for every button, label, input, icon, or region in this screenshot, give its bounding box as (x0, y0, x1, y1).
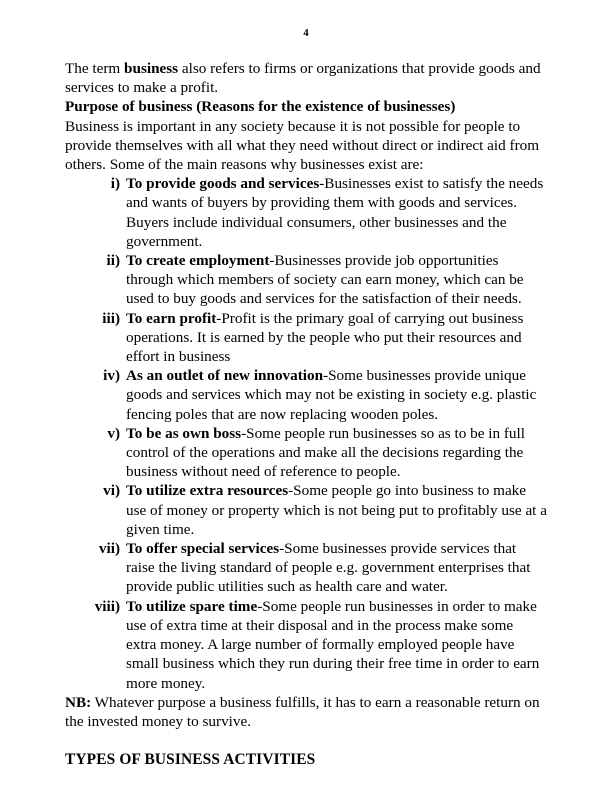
list-item-body (126, 481, 547, 539)
list-item-body (126, 424, 547, 482)
page-number: 4 (303, 28, 309, 39)
list-item-title: To utilize extra resources (126, 482, 289, 500)
list-item-title: To earn profit (126, 309, 217, 327)
list-marker: iv) (103, 367, 120, 385)
list-item (65, 597, 547, 693)
list-marker: v) (107, 424, 120, 442)
list-item-body (126, 366, 547, 424)
list-item-title: To provide goods and services (126, 175, 320, 193)
intro-paragraph (65, 59, 547, 97)
list-item (65, 251, 547, 309)
list-item-text: -Some people run businesses so as to be in full control of the operations and make all the decisions regarding the business without need of reference to people. (126, 424, 525, 481)
list-item (65, 424, 547, 482)
list-item-title: To be as own boss (126, 424, 242, 442)
list-item (65, 309, 547, 367)
nb-note (65, 693, 547, 731)
list-item-text: -Some people run businesses in order to make use of extra time at their disposal and in the process make some extra money. A large number of formally employed people have small business which they run during their free time in order to earn more money. (126, 597, 540, 692)
list-item-text: -Profit is the primary goal of carrying out business operations. It is earned by the people who put their resources and effort in business (126, 309, 524, 366)
list-item-body (126, 309, 547, 367)
list-item-text: -Some businesses provide services that raise the living standard of people e.g. government enterprises that provide public utilities such as health care and water. (126, 540, 531, 596)
intro-prefix: The term (65, 60, 125, 77)
list-item-title: To offer special services (126, 540, 280, 558)
blank-line-spacer (65, 731, 547, 750)
list-item (65, 174, 547, 251)
list-item-body (126, 251, 547, 309)
list-item-title: To utilize spare time (126, 597, 258, 615)
list-marker: i) (110, 175, 120, 193)
list-marker: vi) (103, 482, 120, 500)
page-content (65, 59, 547, 770)
list-item (65, 481, 547, 539)
intro-bold-term: business (124, 60, 179, 77)
nb-label: NB: (65, 693, 92, 711)
list-item-text: -Some people go into business to make use of money or property which is not being put to profitably use at a given time. (126, 482, 547, 538)
list-item-text: -Businesses exist to satisfy the needs and wants of buyers by providing them with goods and services. Buyers include individual consumers, other businesses and the government. (126, 175, 544, 250)
list-item-title: To create employment (126, 252, 270, 270)
list-item (65, 366, 547, 424)
list-item-body (126, 597, 547, 693)
list-item-text: -Some businesses provide unique goods and services which may not be existing in society e.g. plastic fencing poles that are now replacing wooden poles. (126, 367, 537, 423)
list-marker: viii) (94, 597, 120, 615)
list-item-text: -Businesses provide job opportunities through which members of society can earn money, which can be used to buy goods and services for the satisfaction of their needs. (126, 252, 524, 308)
list-marker: ii) (106, 252, 120, 270)
list-item-title: As an outlet of new innovation (126, 367, 324, 385)
intro-suffix: also refers to firms or organizations that provide goods and services to make a profit. (65, 60, 541, 97)
section-title-types-of-business-activities: TYPES OF BUSINESS ACTIVITIES (65, 751, 316, 769)
nb-text: Whatever purpose a business fulfills, it has to earn a reasonable return on the invested money to survive. (65, 693, 540, 730)
list-item-body (126, 174, 547, 251)
list-item-body (126, 539, 547, 597)
purpose-of-business-heading: Purpose of business (Reasons for the existence of businesses) (65, 98, 456, 116)
list-marker: iii) (102, 309, 120, 327)
reasons-list (65, 174, 547, 692)
list-marker: vii) (98, 540, 120, 558)
purpose-intro-paragraph: Business is important in any society because it is not possible for people to provide themselves with all what they need without direct or indirect aid from others. Some of the main reasons why businesses exist are: (65, 117, 540, 174)
list-item (65, 539, 547, 597)
